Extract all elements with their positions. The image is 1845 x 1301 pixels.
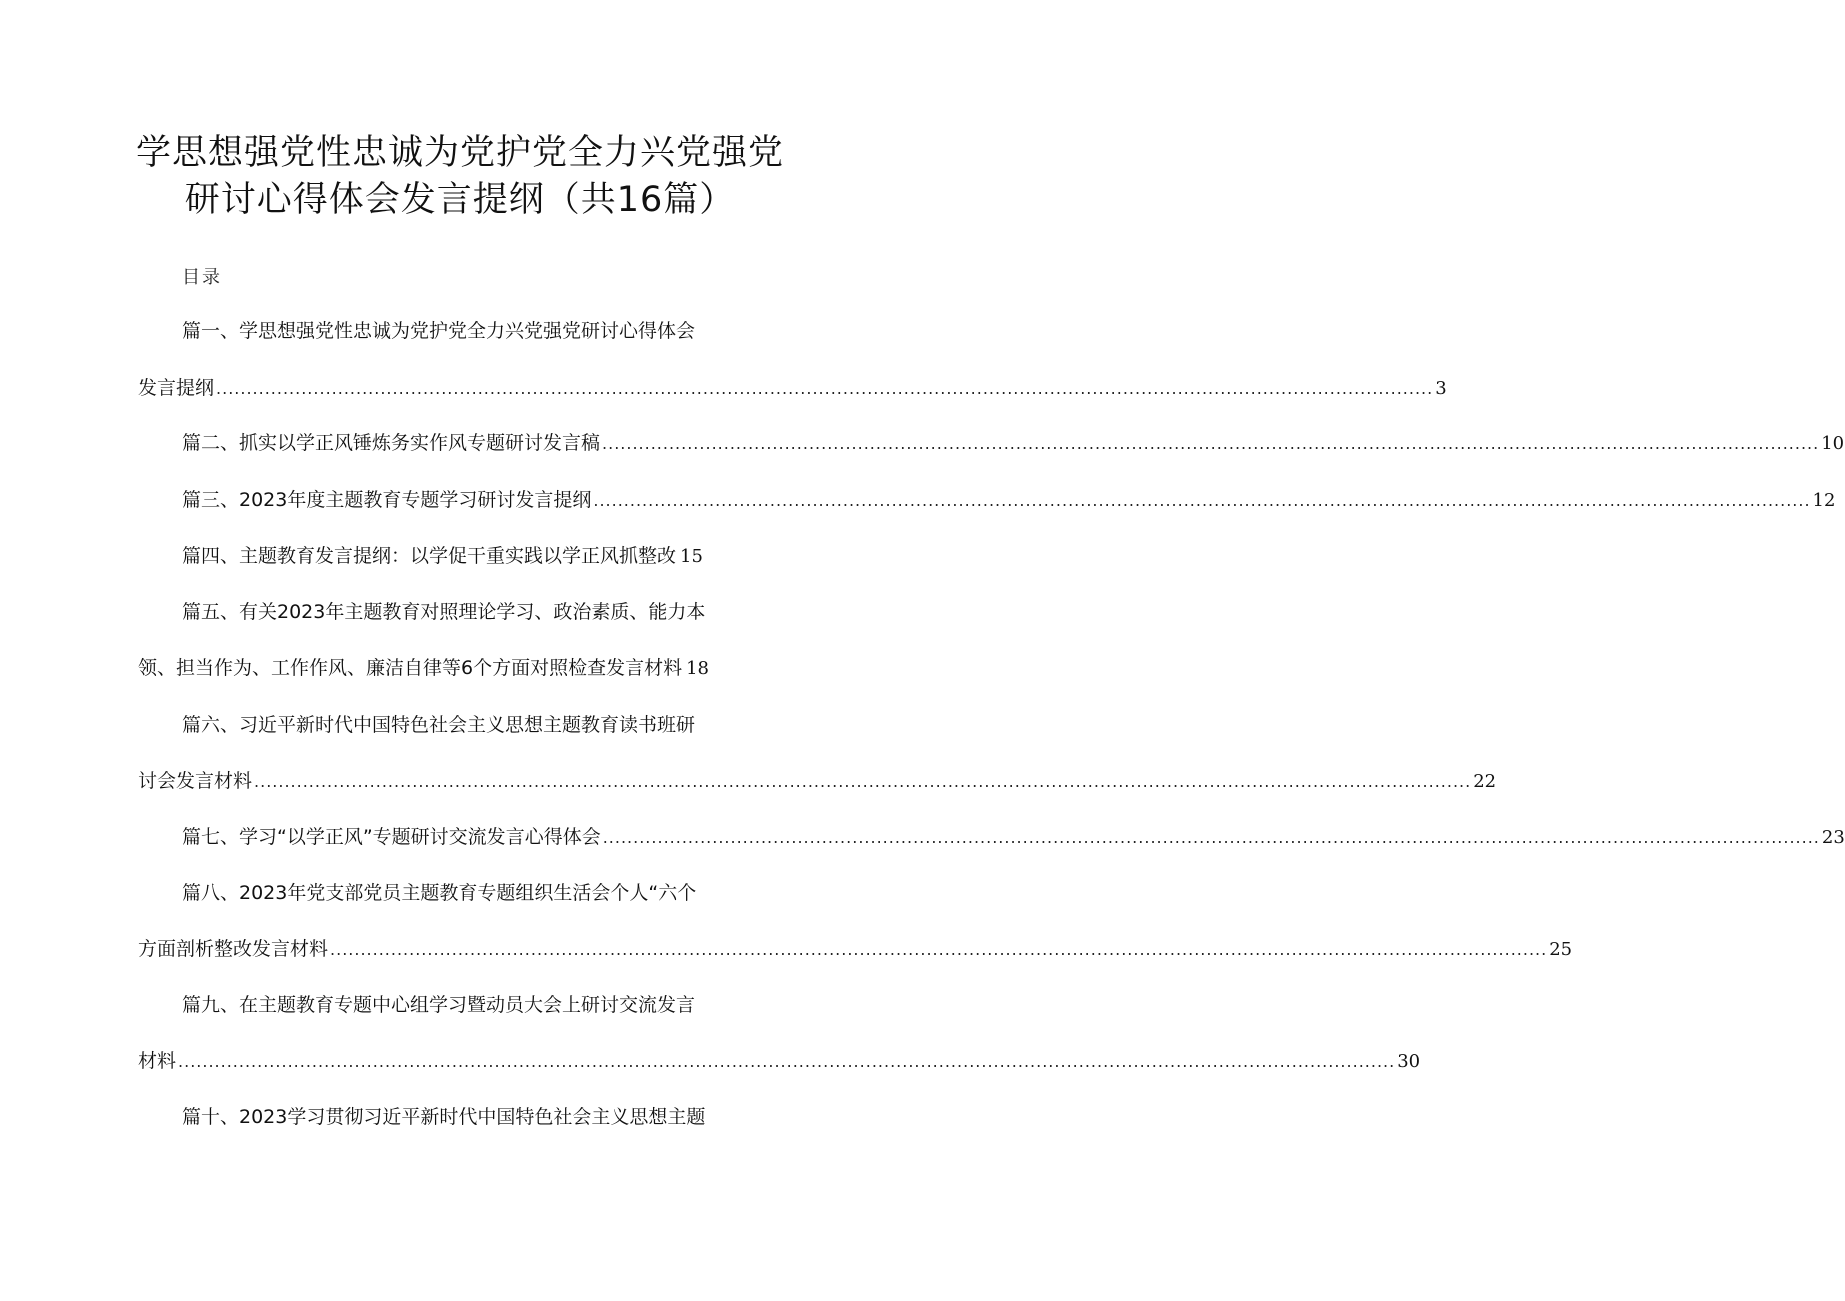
dot-leader: ........................................................................................................................................................................................................ bbox=[593, 491, 1811, 510]
toc-page-number: 15 bbox=[680, 546, 703, 567]
toc-page-number: 12 bbox=[1812, 490, 1836, 511]
toc-entry-text: 发言提纲 bbox=[138, 377, 215, 399]
toc-entry-text: 篇三、2023年度主题教育专题学习研讨发言提纲 bbox=[182, 489, 592, 511]
toc-entry-text: 篇十、2023学习贯彻习近平新时代中国特色社会主义思想主题 bbox=[182, 1106, 706, 1128]
toc-entry-leader-row bbox=[138, 373, 1447, 403]
toc-page-number: 25 bbox=[1549, 939, 1573, 960]
toc-entry-leader-row bbox=[182, 485, 1836, 515]
dot-leader: ........................................................................................................................................................................................................ bbox=[330, 940, 1548, 959]
toc-entry-text: 篇七、学习“以学正风”专题研讨交流发言心得体会 bbox=[182, 826, 601, 848]
toc-heading: 目录 bbox=[182, 267, 222, 288]
document-title-line-2: 研讨心得体会发言提纲（共16篇） bbox=[184, 180, 736, 220]
toc-entry-text: 方面剖析整改发言材料 bbox=[138, 938, 329, 960]
dot-leader: ........................................................................................................................................................................................................ bbox=[216, 379, 1434, 398]
toc-page-number: 23 bbox=[1821, 827, 1845, 848]
toc-entry-text: 篇八、2023年党支部党员主题教育专题组织生活会个人“六个 bbox=[182, 882, 697, 904]
toc-page-number: 3 bbox=[1435, 378, 1447, 399]
toc-entry-text: 篇一、学思想强党性忠诚为党护党全力兴党强党研讨心得体会 bbox=[182, 320, 696, 342]
toc-page-number: 10 bbox=[1821, 433, 1845, 454]
toc-page-number: 22 bbox=[1473, 771, 1497, 792]
toc-entry-text: 领、担当作为、工作作风、廉洁自律等6个方面对照检查发言材料 bbox=[138, 657, 683, 679]
dot-leader: ........................................................................................................................................................................................................ bbox=[602, 828, 1820, 847]
toc-entry-leader-row bbox=[138, 934, 1573, 964]
toc-entry-leader-row bbox=[182, 822, 1845, 852]
document-title-line-1: 学思想强党性忠诚为党护党全力兴党强党 bbox=[135, 133, 784, 173]
toc-entry-text: 材料 bbox=[138, 1050, 177, 1072]
toc-entry-leader-row bbox=[182, 428, 1845, 458]
toc-entry-text: 篇四、主题教育发言提纲：以学促干重实践以学正风抓整改 bbox=[182, 545, 677, 567]
toc-entry-row bbox=[182, 541, 703, 571]
toc-page-number: 30 bbox=[1397, 1051, 1421, 1072]
toc-entry-leader-row bbox=[138, 766, 1497, 796]
dot-leader: ........................................................................................................................................................................................................ bbox=[602, 434, 1820, 453]
toc-entry-text: 篇五、有关2023年主题教育对照理论学习、政治素质、能力本 bbox=[182, 601, 706, 623]
toc-entry-text: 篇九、在主题教育专题中心组学习暨动员大会上研讨交流发言 bbox=[182, 994, 696, 1016]
toc-page-number: 18 bbox=[686, 658, 709, 679]
dot-leader: ........................................................................................................................................................................................................ bbox=[178, 1052, 1396, 1071]
toc-entry-text: 篇六、习近平新时代中国特色社会主义思想主题教育读书班研 bbox=[182, 714, 696, 736]
toc-entry-text: 讨会发言材料 bbox=[138, 770, 253, 792]
toc-entry-text: 篇二、抓实以学正风锤炼务实作风专题研讨发言稿 bbox=[182, 432, 601, 454]
dot-leader: ........................................................................................................................................................................................................ bbox=[254, 772, 1472, 791]
toc-entry-leader-row bbox=[138, 1046, 1421, 1076]
toc-entry-row bbox=[138, 653, 709, 683]
